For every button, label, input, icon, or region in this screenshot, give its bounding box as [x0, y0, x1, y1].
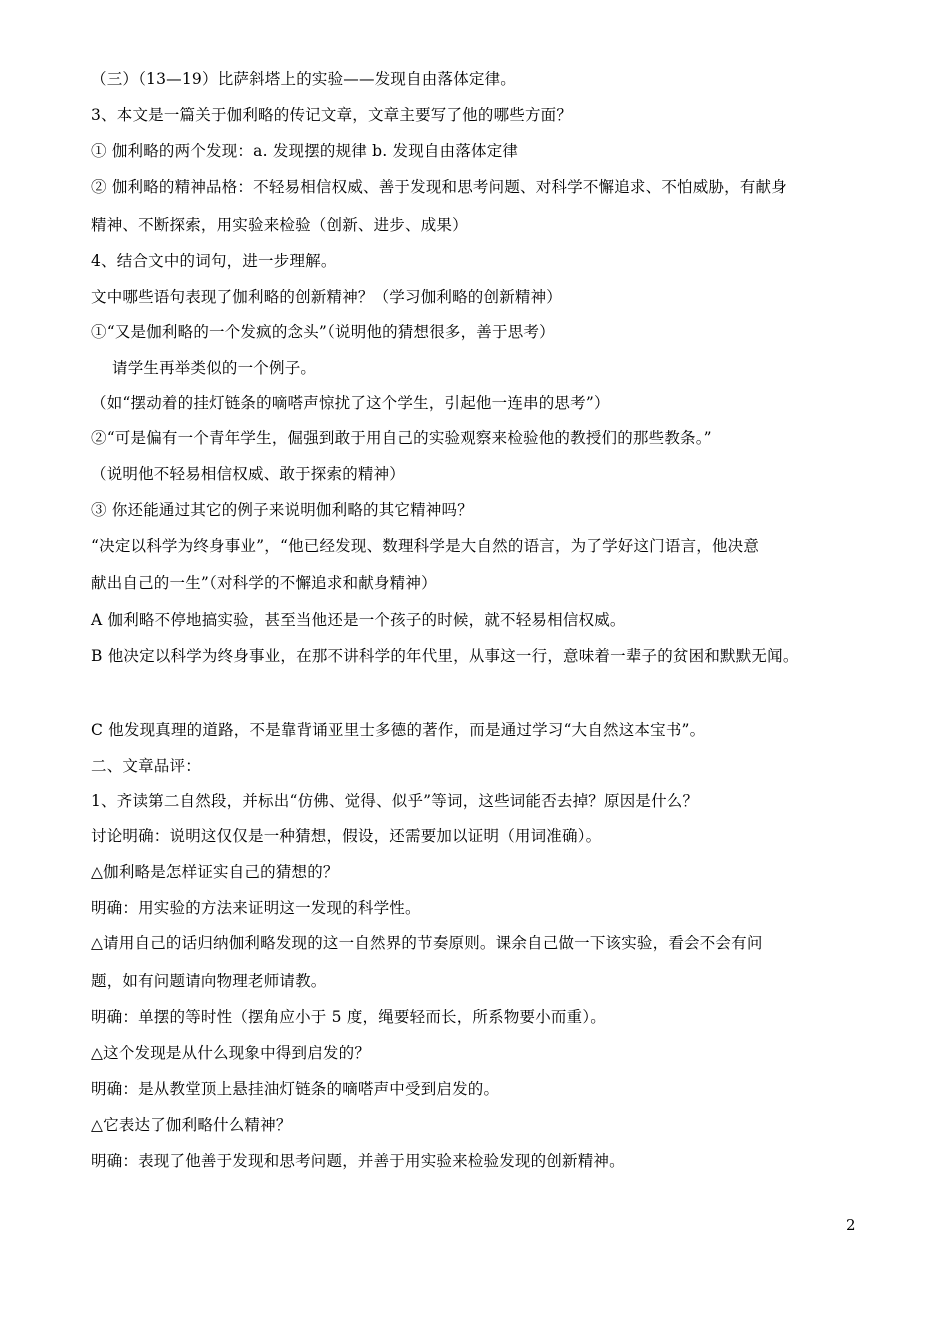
text-line-16: A 伽利略不停地搞实验，甚至当他还是一个孩子的时候，就不轻易相信权威。 [91, 611, 626, 629]
text-line-07: 文中哪些语句表现了伽利略的创新精神？（学习伽利略的创新精神） [91, 288, 563, 306]
page-number: 2 [846, 1216, 856, 1234]
text-line-23: 明确：用实验的方法来证明这一发现的科学性。 [91, 899, 421, 917]
text-line-13: ③ 你还能通过其它的例子来说明伽利略的其它精神吗？ [91, 501, 473, 519]
text-line-06: 4、结合文中的词句，进一步理解。 [91, 252, 337, 270]
text-line-01: （三）（13—19）比萨斜塔上的实验——发现自由落体定律。 [91, 70, 516, 88]
text-line-27: △这个发现是从什么现象中得到启发的？ [91, 1044, 371, 1062]
text-line-26: 明确：单摆的等时性（摆角应小于 5 度，绳要轻而长，所系物要小而重）。 [91, 1008, 606, 1026]
text-line-02: 3、本文是一篇关于伽利略的传记文章，文章主要写了他的哪些方面？ [91, 106, 573, 124]
text-line-14: “决定以科学为终身事业”，“他已经发现、数理科学是大自然的语言，为了学好这门语言，他决意 [91, 537, 760, 555]
text-line-28: 明确：是从教堂顶上悬挂油灯链条的嘀嗒声中受到启发的。 [91, 1080, 500, 1098]
text-line-18: C 他发现真理的道路，不是靠背诵亚里士多德的著作，而是通过学习“大自然这本宝书”。 [91, 721, 706, 739]
text-line-09: 请学生再举类似的一个例子。 [112, 359, 317, 377]
text-line-10: （如“摆动着的挂灯链条的嘀嗒声惊扰了这个学生，引起他一连串的思考”） [91, 394, 610, 412]
text-line-20: 1、齐读第二自然段，并标出“仿佛、觉得、似乎”等词，这些词能否去掉？原因是什么？ [91, 792, 699, 810]
text-line-12: （说明他不轻易相信权威、敢于探索的精神） [91, 465, 406, 483]
text-line-30: 明确：表现了他善于发现和思考问题，并善于用实验来检验发现的创新精神。 [91, 1152, 625, 1170]
text-line-25: 题，如有问题请向物理老师请教。 [91, 972, 327, 990]
text-line-08: ①“又是伽利略的一个发疯的念头”（说明他的猜想很多，善于思考） [91, 323, 555, 341]
text-line-19: 二、文章品评： [91, 757, 201, 775]
text-line-04: ② 伽利略的精神品格：不轻易相信权威、善于发现和思考问题、对科学不懈追求、不怕威胁，有献身 [91, 178, 787, 196]
text-line-17: B 他决定以科学为终身事业，在那不讲科学的年代里，从事这一行，意味着一辈子的贫困和默默无闻。 [91, 647, 799, 665]
text-line-05: 精神、不断探索，用实验来检验（创新、进步、成果） [91, 216, 468, 234]
text-line-22: △伽利略是怎样证实自己的猜想的？ [91, 863, 339, 881]
text-line-15: 献出自己的一生”（对科学的不懈追求和献身精神） [91, 574, 437, 592]
text-line-11: ②“可是偏有一个青年学生，倔强到敢于用自己的实验观察来检验他的教授们的那些教条。” [91, 429, 712, 447]
text-line-03: ① 伽利略的两个发现：a. 发现摆的规律 b. 发现自由落体定律 [91, 142, 519, 160]
text-line-21: 讨论明确：说明这仅仅是一种猜想，假设，还需要加以证明（用词准确）。 [91, 827, 602, 845]
text-line-29: △它表达了伽利略什么精神？ [91, 1116, 292, 1134]
text-line-24: △请用自己的话归纳伽利略发现的这一自然界的节奏原则。课余自己做一下该实验，看会不会有问 [91, 934, 763, 952]
